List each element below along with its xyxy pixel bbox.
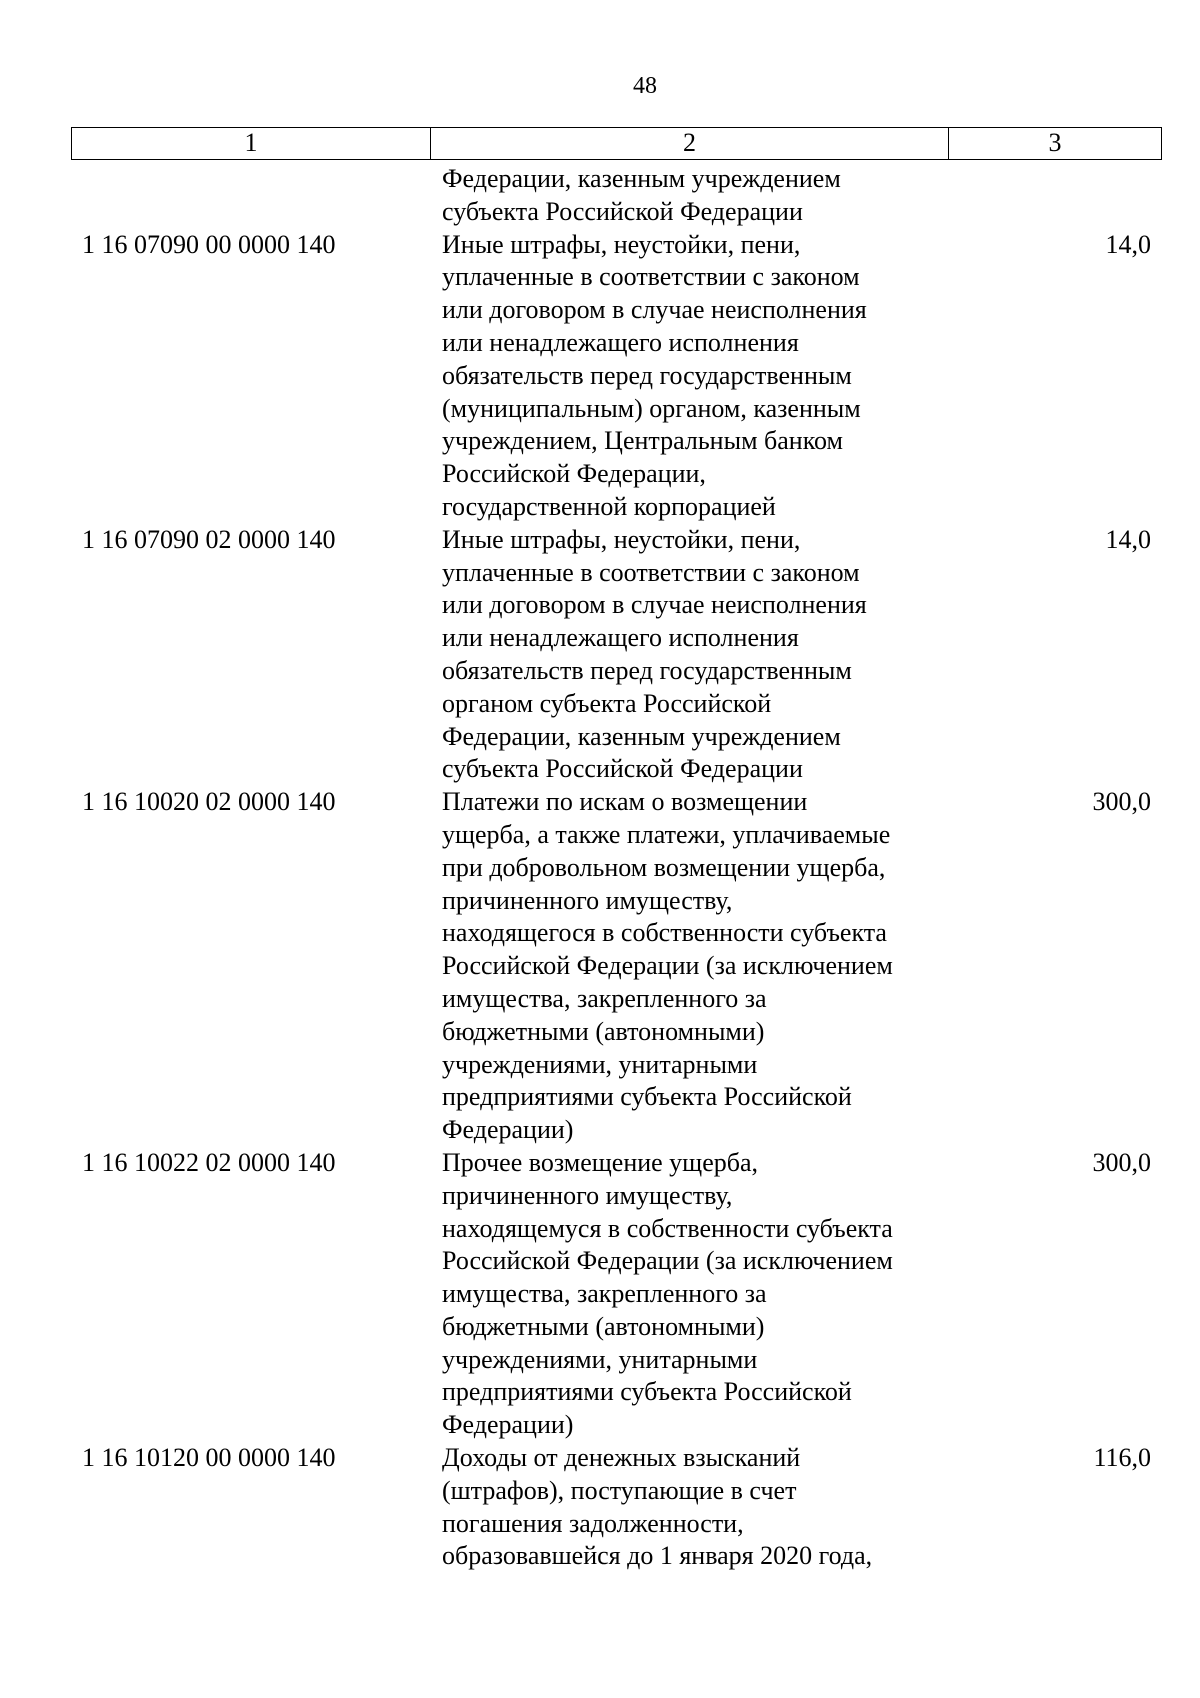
description-line: субъекта Российской Федерации (442, 196, 803, 226)
row-amount: 300,0 (1092, 1147, 1151, 1177)
description-line: органом субъекта Российской (442, 688, 772, 718)
description-line: субъекта Российской Федерации (442, 754, 803, 784)
description-line: находящемуся в собственности субъекта (442, 1213, 893, 1243)
description-line: или ненадлежащего исполнения (442, 623, 799, 653)
row-code: 1 16 10022 02 0000 140 (82, 1147, 336, 1177)
row-description (442, 1147, 962, 1442)
page-number: 48 (633, 73, 657, 99)
description-line: уплаченные в соответствии с законом (442, 262, 860, 292)
description-line: Иные штрафы, неустойки, пени, (442, 229, 801, 259)
row-amount: 116,0 (1093, 1443, 1151, 1473)
description-line: Федерации) (442, 1410, 574, 1440)
row-description (442, 229, 962, 524)
header-cell-col2: 2 (431, 128, 949, 159)
description-line: уплаченные в соответствии с законом (442, 557, 860, 587)
row-description (442, 163, 962, 229)
description-line: находящегося в собственности субъекта (442, 918, 887, 948)
description-line: обязательств перед государственным (442, 655, 852, 685)
description-line: бюджетными (автономными) (442, 1311, 765, 1341)
row-description (442, 524, 962, 786)
header-cell-col1: 1 (72, 128, 431, 159)
description-line: или договором в случае неисполнения (442, 295, 867, 325)
description-line: Федерации) (442, 1115, 574, 1145)
description-line: Иные штрафы, неустойки, пени, (442, 524, 801, 554)
description-line: при добровольном возмещении ущерба, (442, 852, 886, 882)
description-line: ущерба, а также платежи, уплачиваемые (442, 819, 891, 849)
description-line: учреждениями, унитарными (442, 1049, 758, 1079)
description-line: имущества, закрепленного за (442, 1279, 767, 1309)
description-line: Прочее возмещение ущерба, (442, 1147, 759, 1177)
description-line: учреждениями, унитарными (442, 1344, 758, 1374)
description-line: причиненного имуществу, (442, 1180, 733, 1210)
description-line: обязательств перед государственным (442, 360, 852, 390)
table-body (0, 163, 1200, 1573)
description-line: причиненного имуществу, (442, 885, 733, 915)
description-line: или ненадлежащего исполнения (442, 327, 799, 357)
description-line: погашения задолженности, (442, 1508, 744, 1538)
description-line: имущества, закрепленного за (442, 983, 767, 1013)
description-line: Платежи по искам о возмещении (442, 787, 808, 817)
table-row (0, 163, 1200, 229)
description-line: или договором в случае неисполнения (442, 590, 867, 620)
table-row (0, 229, 1200, 524)
row-description (442, 786, 962, 1147)
description-line: Доходы от денежных взысканий (442, 1443, 801, 1473)
row-amount: 300,0 (1092, 787, 1151, 817)
description-line: Российской Федерации (за исключением (442, 1246, 893, 1276)
description-line: (муниципальным) органом, казенным (442, 393, 861, 423)
description-line: предприятиями субъекта Российской (442, 1377, 852, 1407)
row-amount: 14,0 (1105, 229, 1151, 259)
table-row (0, 1442, 1200, 1573)
description-line: Федерации, казенным учреждением (442, 164, 841, 193)
description-line: Российской Федерации, (442, 459, 706, 489)
table-row (0, 1147, 1200, 1442)
description-line: государственной корпорацией (442, 491, 776, 521)
description-line: предприятиями субъекта Российской (442, 1082, 852, 1112)
description-line: Федерации, казенным учреждением (442, 721, 841, 751)
row-description (442, 1442, 962, 1573)
table-row (0, 524, 1200, 786)
row-amount: 14,0 (1105, 524, 1151, 554)
row-code: 1 16 07090 02 0000 140 (82, 524, 336, 554)
description-line: бюджетными (автономными) (442, 1016, 765, 1046)
table-header (71, 127, 1162, 160)
row-code: 1 16 07090 00 0000 140 (82, 229, 336, 259)
description-line: образовавшейся до 1 января 2020 года, (442, 1541, 873, 1571)
description-line: учреждением, Центральным банком (442, 426, 843, 456)
row-code: 1 16 10020 02 0000 140 (82, 787, 336, 817)
row-code: 1 16 10120 00 0000 140 (82, 1443, 336, 1473)
header-cell-col3: 3 (1048, 128, 1062, 157)
table-row (0, 786, 1200, 1147)
description-line: (штрафов), поступающие в счет (442, 1475, 797, 1505)
description-line: Российской Федерации (за исключением (442, 951, 893, 981)
